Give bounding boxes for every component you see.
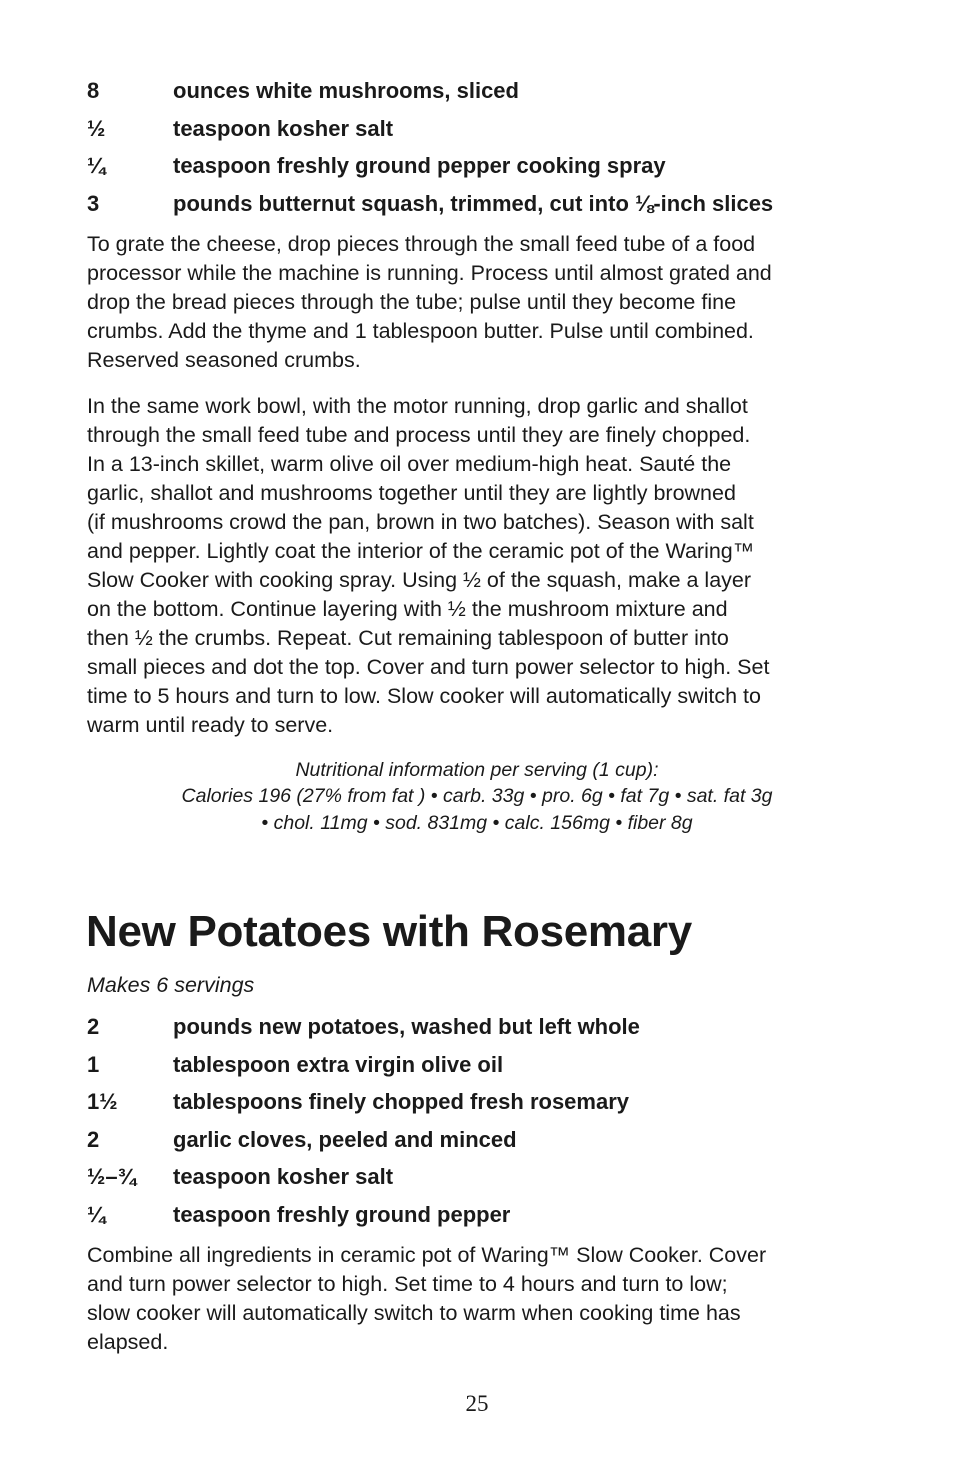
ingredient-quantity: 8 — [87, 78, 100, 103]
cookbook-page — [87, 78, 877, 1374]
text-line: In a 13-inch skillet, warm olive oil over medium-high heat. Sauté the — [87, 451, 732, 476]
nutrition-info — [87, 757, 867, 837]
ingredient-quantity: 3 — [87, 190, 100, 216]
ingredient-row — [87, 1127, 877, 1153]
page-number: 25 — [465, 1391, 489, 1416]
text-line: time to 5 hours and turn to low. Slow cooker will automatically switch to — [87, 683, 761, 708]
text-line: through the small feed tube and process until they are finely chopped. — [87, 422, 751, 447]
ingredient-row — [87, 1052, 877, 1078]
text-line: Combine all ingredients in ceramic pot of Waring™ Slow Cooker. Cover — [87, 1242, 767, 1267]
text-line: Slow Cooker with cooking spray. Using ½ of the squash, make a layer — [87, 567, 752, 592]
ingredient-description: teaspoon freshly ground pepper — [173, 1201, 511, 1227]
ingredient-description: teaspoon freshly ground pepper cooking spray — [173, 153, 666, 178]
ingredient-quantity: 2 — [87, 1126, 100, 1152]
text-line: and pepper. Lightly coat the interior of the ceramic pot of the Waring™ — [87, 538, 755, 563]
text-line: small pieces and dot the top. Cover and turn power selector to high. Set — [87, 654, 770, 679]
ingredient-description: garlic cloves, peeled and minced — [173, 1126, 517, 1152]
instruction-paragraph — [87, 230, 877, 375]
nutrition-heading: Nutritional information per serving (1 cup): — [295, 758, 659, 781]
ingredient-list — [87, 1014, 877, 1228]
ingredient-description: pounds new potatoes, washed but left whole — [173, 1014, 640, 1039]
ingredient-quantity: ¼ — [87, 1201, 106, 1227]
ingredient-row — [87, 78, 877, 104]
ingredient-description: pounds butternut squash, trimmed, cut into ⅛-inch slices — [173, 190, 774, 216]
text-line: garlic, shallot and mushrooms together until they are lightly browned — [87, 480, 736, 505]
ingredient-quantity: ½ — [87, 115, 106, 141]
ingredient-quantity: 1½ — [87, 1089, 118, 1114]
ingredient-quantity: ½–¾ — [87, 1164, 136, 1189]
ingredient-row — [87, 116, 877, 142]
text-line: To grate the cheese, drop pieces through the small feed tube of a food — [87, 231, 756, 256]
ingredient-row — [87, 1164, 877, 1190]
ingredient-list — [87, 78, 877, 217]
ingredient-row — [87, 1014, 877, 1040]
text-line: warm until ready to serve. — [87, 712, 334, 737]
ingredient-description: teaspoon kosher salt — [173, 115, 394, 141]
ingredient-description: teaspoon kosher salt — [173, 1164, 394, 1189]
text-line: processor while the machine is running. Process until almost grated and — [87, 260, 772, 285]
text-line: elapsed. — [87, 1329, 169, 1354]
servings-note: Makes 6 servings — [87, 973, 255, 997]
ingredient-quantity: 2 — [87, 1014, 100, 1039]
text-line: crumbs. Add the thyme and 1 tablespoon butter. Pulse until combined. — [87, 318, 754, 343]
ingredient-description: tablespoons finely chopped fresh rosemary — [173, 1089, 630, 1114]
text-line: slow cooker will automatically switch to warm when cooking time has — [87, 1300, 741, 1325]
ingredient-row — [87, 1089, 877, 1115]
instruction-paragraph — [87, 392, 877, 740]
text-line: on the bottom. Continue layering with ½ the mushroom mixture and — [87, 596, 728, 621]
ingredient-description: ounces white mushrooms, sliced — [173, 78, 519, 103]
text-line: (if mushrooms crowd the pan, brown in two batches). Season with salt — [87, 509, 754, 534]
text-line: then ½ the crumbs. Repeat. Cut remaining tablespoon of butter into — [87, 625, 729, 650]
nutrition-line: Calories 196 (27% from fat ) • carb. 33g • pro. 6g • fat 7g • sat. fat 3g — [181, 785, 773, 807]
ingredient-quantity: ¼ — [87, 153, 106, 178]
text-line: drop the bread pieces through the tube; pulse until they become fine — [87, 289, 737, 314]
ingredient-row — [87, 153, 877, 179]
ingredient-quantity: 1 — [87, 1051, 100, 1077]
text-line: Reserved seasoned crumbs. — [87, 347, 361, 372]
nutrition-line: • chol. 11mg • sod. 831mg • calc. 156mg • fiber 8g — [261, 811, 693, 834]
text-line: and turn power selector to high. Set time to 4 hours and turn to low; — [87, 1271, 728, 1296]
ingredient-description: tablespoon extra virgin olive oil — [173, 1051, 504, 1077]
ingredient-row — [87, 1202, 877, 1228]
ingredient-row — [87, 191, 877, 217]
instruction-paragraph — [87, 1241, 877, 1357]
recipe-title: New Potatoes with Rosemary — [86, 907, 692, 956]
text-line: In the same work bowl, with the motor running, drop garlic and shallot — [87, 393, 748, 418]
